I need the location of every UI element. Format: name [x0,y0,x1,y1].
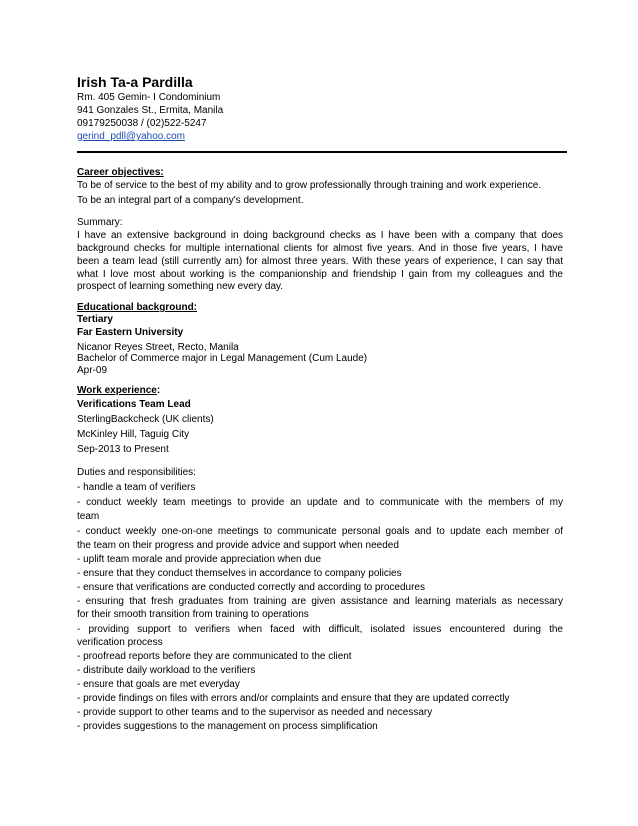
job-title: Verifications Team Lead [77,399,191,410]
duty-item: - distribute daily workload to the verifiers [77,665,256,676]
duty-item: - uplift team morale and provide appreciation when due [77,554,322,565]
duty-item: the team on their progress and provide advice and support when needed [77,540,399,551]
company-name: SterlingBackcheck (UK clients) [77,414,214,425]
summary-line: I have an extensive background in doing background checks as I have been with a company that does [77,230,563,241]
school-address: Nicanor Reyes Street, Recto, Manila [77,342,239,353]
duty-item: - handle a team of verifiers [77,482,196,493]
summary-line: been a team lead (still currently am) for almost three years. With these years of experience, I can say that [77,256,563,267]
degree: Bachelor of Commerce major in Legal Management (Cum Laude) [77,353,368,364]
work-heading-colon: : [156,385,161,396]
education-heading: Educational background: [77,302,198,313]
duty-item: - conduct weekly one-on-one meetings to communicate personal goals and to update each member of [77,526,563,537]
company-location: McKinley Hill, Taguig City [77,429,190,440]
applicant-name: Irish Ta-a Pardilla [77,74,193,90]
work-heading [77,384,160,397]
duty-item: - ensure that verifications are conducted correctly and according to procedures [77,582,425,593]
header-divider [77,151,567,153]
duty-item: - ensure that goals are met everyday [77,679,240,690]
education-level: Tertiary [77,314,113,325]
duty-item: - proofread reports before they are communicated to the client [77,651,352,662]
summary-line: prospect of learning something new every day. [77,281,284,292]
duty-item: - ensure that they conduct themselves in accordance to company policies [77,568,402,579]
email-link[interactable]: gerind_pdll@yahoo.com [77,131,185,142]
work-heading-text: Work experience [77,385,157,396]
career-line-1: To be of service to the best of my ability and to grow professionally through training and work experience. [77,180,542,191]
duty-item: for their smooth transition from training to operations [77,609,309,620]
summary-heading: Summary: [77,217,123,228]
duty-item: - provide findings on files with errors and/or complaints and ensure that they are updated correctly [77,693,510,704]
duty-item: - provide support to other teams and to the supervisor as needed and necessary [77,707,433,718]
phone-numbers: 09179250038 / (02)522-5247 [77,118,207,129]
duties-heading: Duties and responsibilities: [77,467,196,478]
school-name: Far Eastern University [77,327,184,338]
duty-item: - provides suggestions to the management on process simplification [77,721,378,732]
career-heading: Career objectives: [77,167,164,178]
address-line-2: 941 Gonzales St., Ermita, Manila [77,105,224,116]
summary-line: what I love most about working is the companionship and friendship I gain from my colleagues and the [77,269,563,280]
duty-item: team [77,511,100,522]
summary-line: background checks for multiple international clients for almost five years. And in those five years, I have [77,243,563,254]
employment-dates: Sep-2013 to Present [77,444,169,455]
duty-item: verification process [77,637,163,648]
graduation-date: Apr-09 [77,365,108,376]
address-line-1: Rm. 405 Gemin- I Condominium [77,92,221,103]
duty-item: - providing support to verifiers when faced with difficult, isolated issues encountered during the [77,624,563,635]
career-line-2: To be an integral part of a company's development. [77,195,304,206]
duty-item: - ensuring that fresh graduates from training are given assistance and learning materials as necessary [77,596,563,607]
duty-item: - conduct weekly team meetings to provide an update and to communicate with the members of my [77,497,563,508]
